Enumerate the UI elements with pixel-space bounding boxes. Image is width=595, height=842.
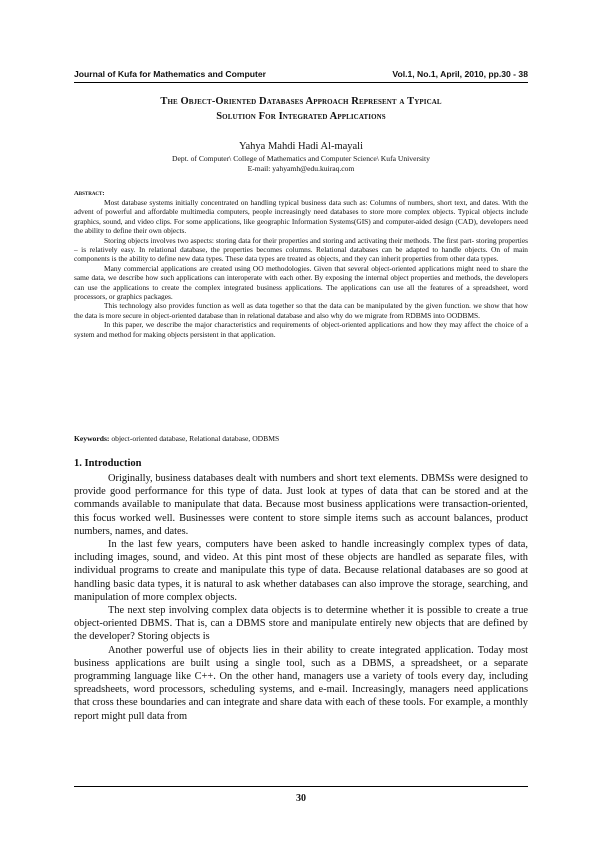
author-affiliation-block [74, 154, 528, 174]
keywords-line [74, 434, 528, 443]
section-heading: 1. Introduction [74, 458, 142, 469]
body-paragraph: The next step involving complex data objects is to determine whether it is possible to create a true object-oriented DBMS. That is, can a DBMS store and manipulate entirely new objects that are defined by the developer? Storing objects is [74, 605, 528, 643]
running-header [74, 69, 528, 79]
abstract-paragraph: Storing objects involves two aspects: storing data for their properties and storing and activating their methods. The first part- storing properties – is relatively easy. In relational database, the properties becomes columns. Relational databases can be adapted to handle objects. On of main components is the ability to define new data types. These data types are treated as objects, and they can inherit properties from other data types. [74, 235, 528, 264]
keywords-value: object-oriented database, Relational database, ODBMS [111, 434, 280, 443]
author-affiliation: Dept. of Computer\ College of Mathematics and Computer Science\ Kufa University [172, 154, 430, 163]
keywords-label: Keywords: [74, 434, 110, 443]
abstract-paragraph: In this paper, we describe the major characteristics and requirements of object-oriented applications and how they may affect the choice of a system and method for making objects persistent in that application. [74, 320, 528, 339]
body-paragraph: Another powerful use of objects lies in their ability to create integrated application. Today most business applications are built using a single tool, such as a DBMS, a spreadsheet, or a separate programming language like C++. On the other hand, managers use a variety of tools every day, including spreadsheets, word processors, scheduling systems, and e-mail. Increasingly, managers need applications that cross these boundaries and can integrate and share data with each of these tools. For example, a monthly report might pull data from [74, 644, 528, 722]
section-body [74, 472, 528, 723]
body-paragraph: In the last few years, computers have been asked to handle increasingly complex types of data, including images, sound, and video. At this pint most of these objects are handled as separate files, with individual programs to create and manipulate this type of data. Because relational databases are so good at handling basic data types, it is natural to ask whether databases can also improve the storage, searching, and manipulation of more complex objects. [74, 539, 528, 603]
author-email: E-mail: yahyamh@edu.kuiraq.com [247, 164, 355, 173]
title-line-1: The Object-Oriented Databases Approach Represent a Typical [160, 96, 442, 107]
paper-title [74, 94, 528, 124]
title-line-2: Solution For Integrated Applications [216, 111, 386, 122]
abstract-paragraph: Most database systems initially concentrated on handling typical business data such as: Columns of numbers, short text, and dates. With the advent of powerful and affordable multimedia computers, people increasingly need databases to store more complex objects. Typical objects include graphics, sound, and video clips. For some applications, like geographic Information Systems(GIS) and computer-aided design (CAD), developers need the ability to define their own objects. [74, 198, 528, 236]
volume-info: Vol.1, No.1, April, 2010, pp.30 - 38 [392, 69, 528, 79]
page-number: 30 [296, 793, 306, 804]
journal-name: Journal of Kufa for Mathematics and Computer [74, 69, 266, 79]
header-divider [74, 82, 528, 83]
body-paragraph: Originally, business databases dealt with numbers and short text elements. DBMSs were designed to provide good performance for this type of data. Just look at types of data that can be stored and at the commands available to manipulate that data. Because most business applications were transaction-oriented, this focus worked well. Businesses were content to store simple items such as account balances, product numbers, names, and dates. [74, 473, 528, 537]
footer-divider [74, 786, 528, 787]
abstract-paragraph: Many commercial applications are created using OO methodologies. Given that several object-oriented applications might need to share the same data, we describe how such applications can interoperate with each other. By exposing the internal object properties and methods, the developers can use the applications to create the complex integrated business applications. The applications can use all the features of a spreadsheet, word processors, or graphics packages. [74, 263, 528, 302]
author-name: Yahya Mahdi Hadi Al-mayali [238, 141, 364, 152]
abstract-body [74, 198, 528, 339]
abstract-paragraph: This technology also provides function as well as data together so that the data can be manipulated by the given function. we show that how the data is more secure in object-oriented database than in relational database and also why do we migrate from RDBMS into OODBMS. [74, 301, 528, 320]
abstract-heading: Abstract: [74, 190, 105, 197]
